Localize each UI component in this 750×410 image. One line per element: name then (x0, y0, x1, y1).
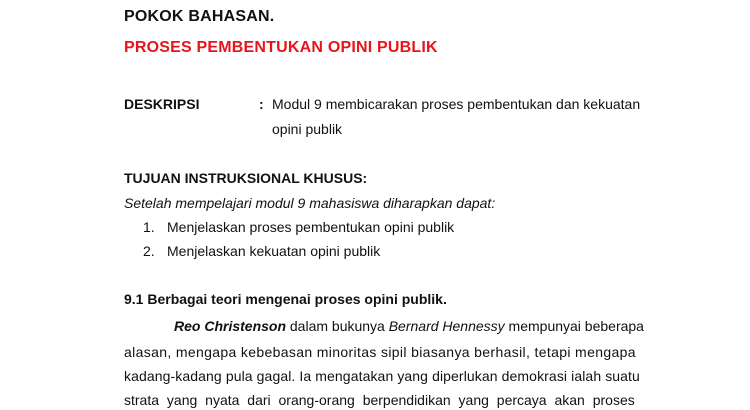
objectives-heading: TUJUAN INSTRUKSIONAL KHUSUS: (124, 170, 368, 186)
paragraph-text: kadang-kadang pula gagal. Ia mengatakan yang diperlukan demokrasi ialah suatu (124, 368, 640, 384)
description-colon: : (259, 96, 264, 112)
objectives-intro: Setelah mempelajari modul 9 mahasiswa diharapkan dapat: (124, 195, 496, 211)
paragraph-line-1 (124, 318, 644, 334)
page-subtitle: PROSES PEMBENTUKAN OPINI PUBLIK (124, 39, 438, 56)
paragraph-line-4 (124, 392, 644, 408)
paragraph-text: strata yang nyata dari orang-orang berpendidikan yang percaya akan proses (124, 392, 635, 408)
book-title: Bernard Hennessy (388, 318, 505, 334)
page-title: POKOK BAHASAN. (124, 8, 275, 25)
objective-item: Menjelaskan kekuatan opini publik (167, 243, 381, 259)
paragraph-text: dalam bukunya (289, 318, 385, 334)
description-label: DESKRIPSI (124, 96, 200, 112)
description-text-line-2: opini publik (272, 121, 343, 137)
author-name: Reo Christenson (174, 318, 287, 334)
paragraph-text: alasan, mengapa kebebasan minoritas sipil biasanya berhasil, tetapi mengapa (124, 344, 636, 360)
objective-number: 1. (143, 219, 155, 235)
paragraph-line-2 (124, 344, 644, 360)
objective-number: 2. (143, 243, 155, 259)
description-text-line-1: Modul 9 membicarakan proses pembentukan dan kekuatan (272, 96, 641, 112)
paragraph-line-3 (124, 368, 644, 384)
section-heading: 9.1 Berbagai teori mengenai proses opini publik. (124, 291, 447, 307)
paragraph-text: mempunyai beberapa (508, 318, 644, 334)
objective-item: Menjelaskan proses pembentukan opini publik (167, 219, 455, 235)
